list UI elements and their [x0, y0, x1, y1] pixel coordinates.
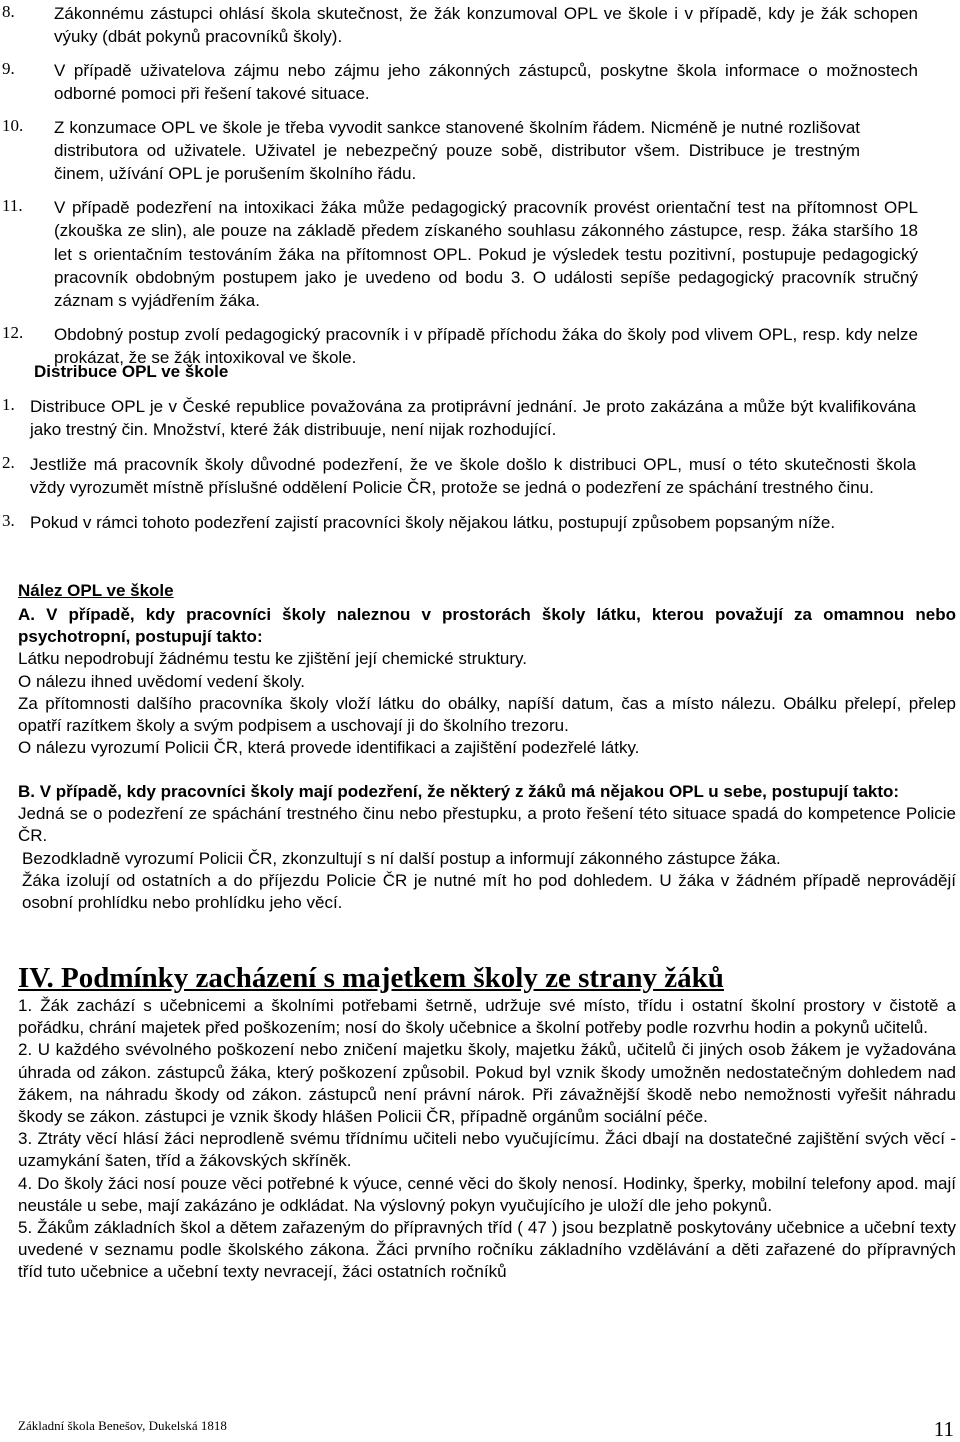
list-item	[0, 2, 960, 49]
item-text: Jestliže má pracovník školy důvodné podezření, že ve škole došlo k distribuci OPL, musí o této skutečnosti škola vždy vyrozumět místně příslušné oddělení Policie ČR, protože se jedná o podezření ze spáchání trestného činu.	[30, 454, 916, 498]
finding-section-b	[18, 781, 956, 914]
finding-a-line: Látku nepodrobují žádnému testu ke zjištění její chemické struktury.	[18, 649, 527, 669]
list-item	[0, 116, 960, 186]
section-iv-body	[18, 995, 956, 1284]
finding-section-a	[18, 604, 956, 759]
opl-procedure-list	[0, 2, 960, 370]
item-text: Z konzumace OPL ve škole je třeba vyvodit sankce stanovené školním řádem. Nicméně je nutné rozlišovat distributora od uživatele. Uživatel je nebezpečný pouze sobě, distributor všem. Distribuce je trestným činem, užívání OPL je porušením školního řádu.	[54, 117, 860, 184]
list-item	[0, 395, 960, 442]
finding-b-line: Bezodkladně vyrozumí Policii ČR, zkonzultují s ní další postup a informují zákonného zástupce žáka.	[22, 848, 781, 868]
section-iv-paragraph: 1. Žák zachází s učebnicemi a školními potřebami šetrně, udržuje své místo, třídu i ostatní školní prostory v čistotě a pořádku, chrání majetek před poškozením; nosí do školy učebnice a školní potřeby podle rozvrhu hodin a pokynů učitelů.	[18, 996, 956, 1038]
distribution-heading: Distribuce OPL ve škole	[34, 362, 229, 381]
list-item	[0, 196, 960, 313]
item-text: V případě uživatelova zájmu nebo zájmu jeho zákonných zástupců, poskytne škola informace o možnostech odborné pomoci při řešení takové situace.	[54, 60, 918, 104]
item-number: 10.	[2, 115, 24, 135]
section-iv-title: IV. Podmínky zacházení s majetkem školy ze strany žáků	[18, 962, 724, 994]
item-text: Distribuce OPL je v České republice považována za protiprávní jednání. Je proto zakázána a může být kvalifikována jako trestný čin. Množství, které žák distribuuje, není nijak rozhodující.	[30, 397, 916, 440]
footer-school: Základní škola Benešov, Dukelská 1818	[18, 1418, 227, 1433]
item-text: Obdobný postup zvolí pedagogický pracovník i v případě příchodu žáka do školy pod vlivem OPL, resp. kdy nelze prokázat, že se žák intoxikoval ve škole.	[54, 324, 918, 368]
finding-a-title: A. V případě, kdy pracovníci školy naleznou v prostorách školy látku, kterou považují za omamnou nebo psychotropní, postupují takto:	[18, 605, 956, 647]
section-iv-paragraph: 3. Ztráty věcí hlásí žáci neprodleně svému třídnímu učiteli nebo vyučujícímu. Žáci dbají na dostatečné zajištění svých věcí - uzamykání šaten, tříd a žákovských skříněk.	[18, 1129, 956, 1171]
item-number: 12.	[2, 322, 24, 342]
finding-b-line: Žáka izolují od ostatních a do příjezdu Policie ČR je nutné mít ho pod dohledem. U žáka v žádném případě neprovádějí osobní prohlídku nebo prohlídku jeho věcí.	[22, 870, 956, 913]
finding-b-title: B. V případě, kdy pracovníci školy mají podezření, že některý z žáků má nějakou OPL u sebe, postupují takto:	[18, 782, 900, 801]
list-item	[0, 511, 960, 534]
item-text: Zákonnému zástupci ohlásí škola skutečnost, že žák konzumoval OPL ve škole i v případě, kdy je žák schopen výuky (dbát pokynů pracovníků školy).	[54, 4, 918, 47]
item-number: 11.	[2, 195, 23, 215]
item-number: 9.	[2, 58, 15, 78]
list-item	[0, 59, 960, 106]
item-number: 2.	[2, 452, 15, 472]
finding-a-line: Za přítomnosti dalšího pracovníka školy vloží látku do obálky, napíší datum, čas a místo nálezu. Obálku přelepí, přelep opatří razítkem školy a svým podpisem a uschovají ji do školního trezoru.	[18, 693, 956, 736]
item-number: 8.	[2, 2, 15, 21]
item-number: 1.	[2, 395, 15, 414]
page-number: 11	[933, 1417, 954, 1441]
finding-heading: Nález OPL ve škole	[18, 581, 174, 600]
distribution-list	[0, 395, 960, 534]
item-text: Pokud v rámci tohoto podezření zajistí pracovníci školy nějakou látku, postupují způsobem popsaným níže.	[30, 512, 836, 532]
list-item	[0, 453, 960, 500]
section-iv-paragraph: 5. Žákům základních škol a dětem zařazeným do přípravných tříd ( 47 ) jsou bezplatně poskytovány učebnice a učební texty uvedené v seznamu podle školského zákona. Žáci prvního ročníku základního vzdělávání a děti zařazené do přípravných tříd tuto učebnice a učební texty nevracejí, žáci ostatních ročníků	[18, 1218, 956, 1282]
section-iv-paragraph: 2. U každého svévolného poškození nebo zničení majetku školy, majetku žáků, učitelů či jiných osob žákem je vyžadována úhrada od zákon. zástupců žáka, který poškození způsobil. Pokud byl vznik škody umožněn nedostatečným dohledem nad žákem, na náhradu škody od zákon. zástupců není právní nárok. Při závažnější škodě nebo nemožnosti vyřešit náhradu škody se zákon. zástupci je vznik škody hlášen Policii ČR, případně orgánům sociální péče.	[18, 1040, 956, 1127]
finding-a-line: O nálezu vyrozumí Policii ČR, která provede identifikaci a zajištění podezřelé látky.	[18, 738, 640, 758]
item-text: V případě podezření na intoxikaci žáka může pedagogický pracovník provést orientační test na přítomnost OPL (zkouška ze slin), ale pouze na základě předem získaného souhlasu zákonného zástupce, resp. žáka staršího 18 let s orientačním testováním žáka na přítomnost OPL. Pokud je výsledek testu pozitivní, postupuje pedagogický pracovník obdobným postupem jako je uvedeno od bodu 3. O události sepíše pedagogický pracovník stručný záznam s vyjádřením žáka.	[54, 197, 918, 311]
section-iv-paragraph: 4. Do školy žáci nosí pouze věci potřebné k výuce, cenné věci do školy nenosí. Hodinky, šperky, mobilní telefony apod. mají neustále u sebe, mají zakázáno je odkládat. Na výslovný pokyn vyučujícího je uloží dle jeho pokynů.	[18, 1173, 956, 1215]
finding-b-line: Jedná se o podezření ze spáchání trestného činu nebo přestupku, a proto řešení této situace spadá do kompetence Policie ČR.	[18, 804, 956, 846]
item-number: 3.	[2, 510, 15, 530]
finding-a-line: O nálezu ihned uvědomí vedení školy.	[18, 671, 305, 691]
